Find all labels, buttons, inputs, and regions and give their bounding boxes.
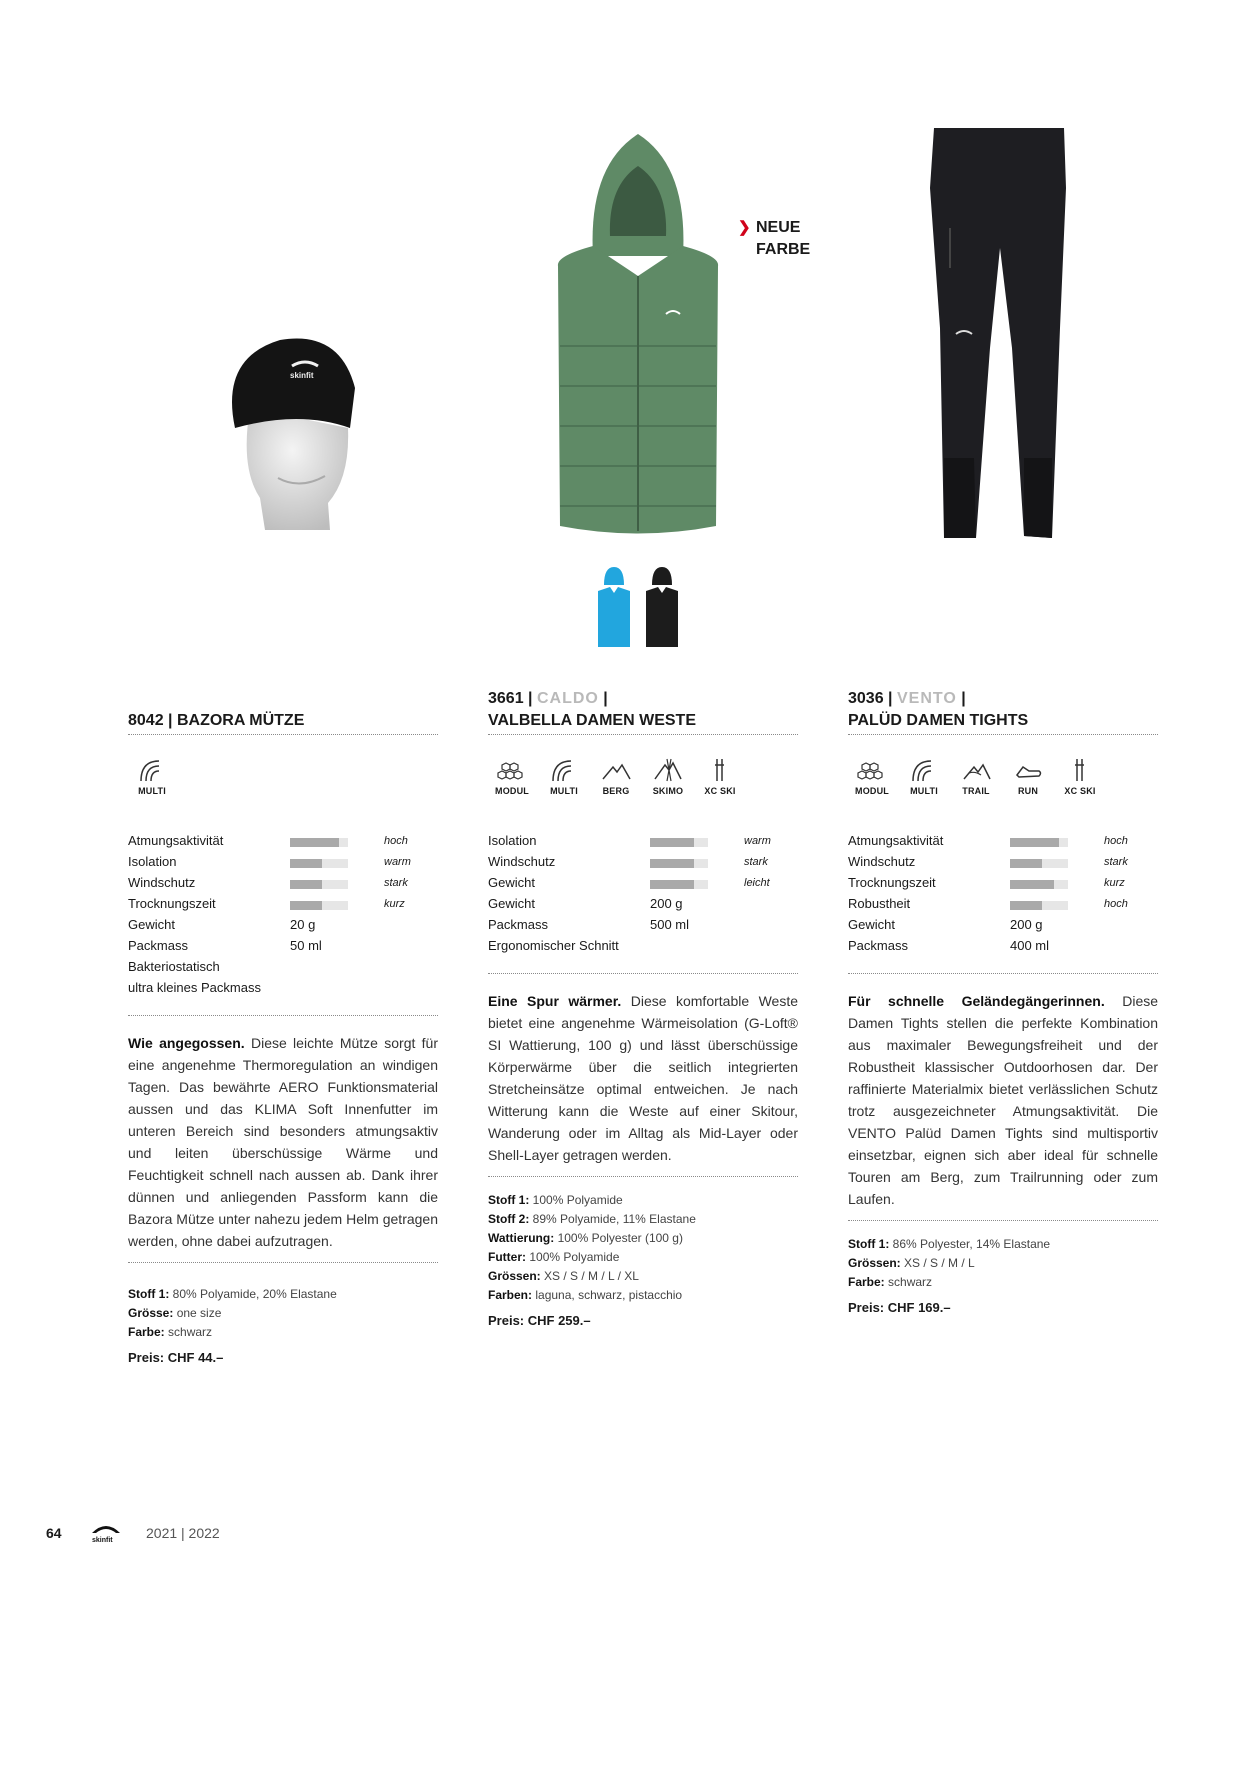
spec-label: Robustheit [848,896,911,911]
product-column-valbella [488,688,798,1328]
spec-level-bar [650,859,708,868]
spec-row [128,833,438,854]
spec-level-bar [290,838,348,847]
fact-value: laguna, schwarz, pistacchio [535,1288,683,1302]
spec-level-text: leicht [744,877,770,889]
spec-value: 50 ml [290,938,322,953]
spec-level-fill [650,838,694,847]
description-body: Diese Damen Tights stellen die perfekte Kombination aus maximaler Bewegungsfreiheit und der Robustheit klassischer Outdoorhosen dar. Der raffinierte Materialmix bietet verlässlichen Schutz trotz ausgezeichneter Atmungsaktivität. Die VENTO Palüd Damen Tights sind multisportiv einsetzbar, eignen sich aber ideal für schnelle Touren am Berg, zum Trailrunning oder zum Laufen. [848,993,1159,1207]
product-price: Preis: CHF 259.– [488,1313,591,1328]
product-description [848,990,1158,1210]
spec-label: Isolation [488,833,537,848]
spec-row [128,980,438,1001]
divider [848,734,1158,735]
spec-level-text: kurz [1104,877,1125,889]
icon-label: MODUL [495,786,529,796]
icon-label: XC SKI [704,786,736,796]
spec-label: Gewicht [848,917,895,932]
spec-row [488,875,798,896]
spec-label: Windschutz [128,875,196,890]
fact-key: Stoff 1: [488,1193,530,1207]
spec-row [488,833,798,854]
fact-line [848,1235,1158,1254]
svg-text:skinfit: skinfit [290,371,314,380]
divider [128,734,438,735]
icon-label: XC SKI [1064,786,1096,796]
spec-level-fill [290,880,322,889]
season-label: 2021 | 2022 [146,1525,220,1541]
brand-line: CALDO [536,690,599,707]
fact-value: 80% Polyamide, 20% Elastane [172,1287,337,1301]
vest-blue-thumbnail[interactable] [596,565,632,649]
fact-value: schwarz [168,1325,213,1339]
spec-level-text: hoch [1104,898,1128,910]
spec-label: Gewicht [128,917,175,932]
spec-row [848,854,1158,875]
spec-table [488,833,798,959]
xc-ski-icon [696,757,744,796]
description-lead: Für schnelle Geländegängerinnen. [848,993,1105,1009]
activity-icons [128,757,438,813]
xc-ski-icon [1056,757,1104,796]
product-name: PALÜD DAMEN TIGHTS [848,712,1029,729]
spec-level-text: stark [744,856,768,868]
description-lead: Eine Spur wärmer. [488,993,622,1009]
page-number: 64 [46,1525,62,1541]
fact-value: 100% Polyamide [532,1193,623,1207]
fact-key: Stoff 2: [488,1212,530,1226]
description-lead: Wie angegossen. [128,1035,245,1051]
product-name: VALBELLA DAMEN WESTE [488,712,696,729]
product-column-palud [848,688,1158,1315]
spec-label: Gewicht [488,896,535,911]
product-title: 8042 | BAZORA MÜTZE [128,712,305,729]
divider [488,973,798,974]
product-number: 3661 [488,690,524,707]
spec-level-text: warm [744,835,771,847]
spec-level-bar [650,880,708,889]
run-icon [1004,757,1052,796]
spec-label: Gewicht [488,875,535,890]
spec-level-fill [1010,901,1042,910]
brand-line: VENTO [896,690,957,707]
spec-label: Trocknungszeit [848,875,936,890]
fact-value: XS / S / M / L / XL [544,1269,639,1283]
icon-label: MODUL [855,786,889,796]
spec-value: 400 ml [1010,938,1050,953]
spec-row [848,833,1158,854]
fact-key: Grösse: [128,1306,174,1320]
multi-icon [900,757,948,796]
spec-value: 500 ml [650,917,690,932]
spec-value: 200 g [1010,917,1043,932]
bazora-cap-image [210,318,360,530]
palud-tights-image [924,128,1074,543]
fact-value: schwarz [888,1275,933,1289]
product-title: 3661 | CALDO | VALBELLA DAMEN WESTE [488,688,798,734]
spec-row [848,917,1158,938]
fact-key: Farbe: [848,1275,885,1289]
skimo-icon [644,757,692,796]
fact-line [488,1210,798,1229]
divider [848,1220,1158,1221]
product-facts [848,1235,1158,1292]
spec-row [128,854,438,875]
spec-row [128,896,438,917]
modul-icon [848,757,896,796]
fact-key: Farben: [488,1288,533,1302]
spec-row [488,854,798,875]
icon-label: RUN [1017,786,1039,796]
spec-label: Ergonomischer Schnitt [488,938,619,953]
product-number: 8042 [128,712,164,729]
fact-line [128,1323,438,1342]
fact-key: Wattierung: [488,1231,555,1245]
spec-level-text: hoch [384,835,408,847]
spec-row [848,938,1158,959]
product-description [488,990,798,1166]
divider [488,734,798,735]
product-price: Preis: CHF 169.– [848,1300,951,1315]
spec-row [488,917,798,938]
fact-value: 100% Polyester (100 g) [557,1231,683,1245]
product-facts [488,1191,798,1305]
spec-row [128,875,438,896]
spec-level-text: hoch [1104,835,1128,847]
spec-row [128,917,438,938]
product-name: BAZORA MÜTZE [176,712,305,729]
description-body: Diese leichte Mütze sorgt für eine angenehme Thermoregulation an windigen Tagen. Das bewährte AERO Funktionsmaterial aussen und das KLIMA Soft Innenfutter im unteren Bereich sind besonders atmungsaktiv und leiten überschüssige Wärme und Feuchtigkeit schnell nach aussen ab. Dank ihrer dünnen und anliegenden Passform kann die Bazora Mütze unter nahezu jedem Helm getragen werden, ohne dabei aufzutragen. [128,1035,439,1249]
fact-line [488,1286,798,1305]
spec-level-fill [290,838,339,847]
valbella-vest-image [548,126,728,538]
fact-line [128,1304,438,1323]
fact-key: Farbe: [128,1325,165,1339]
spec-level-fill [290,859,322,868]
fact-line [488,1229,798,1248]
spec-level-bar [1010,859,1068,868]
spec-level-bar [290,880,348,889]
skinfit-logo [90,1521,122,1543]
chevron-right-icon: ❯ [738,219,751,236]
fact-key: Stoff 1: [848,1237,890,1251]
spec-table [128,833,438,1001]
spec-level-bar [290,901,348,910]
fact-value: 89% Polyamide, 11% Elastane [532,1212,696,1226]
spec-label: Isolation [128,854,177,869]
spec-row [848,896,1158,917]
spec-label: Atmungsaktivität [848,833,944,848]
spec-row [848,875,1158,896]
spec-label: Atmungsaktivität [128,833,224,848]
fact-value: 100% Polyamide [529,1250,620,1264]
trail-icon [952,757,1000,796]
spec-level-text: stark [384,877,408,889]
multi-icon: MULTI [128,757,176,796]
spec-level-bar [1010,838,1068,847]
fact-value: XS / S / M / L [904,1256,975,1270]
activity-icons [488,757,798,813]
spec-label: Windschutz [848,854,916,869]
spec-level-bar [1010,880,1068,889]
fact-line [128,1285,438,1304]
spec-level-text: warm [384,856,411,868]
product-facts [128,1285,438,1342]
fact-line [848,1273,1158,1292]
divider [128,1015,438,1016]
spec-row [488,938,798,959]
icon-label: MULTI [910,786,938,796]
berg-icon [592,757,640,796]
icon-label: MULTI [550,786,578,796]
spec-row [128,959,438,980]
spec-label: ultra kleines Packmass [128,980,261,995]
spec-row [488,896,798,917]
divider [488,1176,798,1177]
spec-label: Packmass [848,938,908,953]
spec-label: Packmass [488,917,548,932]
product-description [128,1032,438,1252]
spec-label: Windschutz [488,854,556,869]
spec-level-text: kurz [384,898,405,910]
icon-label: TRAIL [962,786,990,796]
vest-black-thumbnail[interactable] [644,565,680,649]
fact-key: Stoff 1: [128,1287,170,1301]
multi-icon [540,757,588,796]
spec-level-bar [1010,901,1068,910]
badge-line2: FARBE [756,241,811,258]
fact-value: one size [176,1306,222,1320]
spec-label: Trocknungszeit [128,896,216,911]
spec-level-fill [1010,859,1042,868]
spec-level-fill [650,880,694,889]
product-price: Preis: CHF 44.– [128,1350,224,1365]
svg-text:skinfit: skinfit [92,1537,113,1543]
spec-level-fill [1010,880,1054,889]
activity-icons [848,757,1158,813]
spec-value: 20 g [290,917,316,932]
product-number: 3036 [848,690,884,707]
fact-line [488,1191,798,1210]
modul-icon [488,757,536,796]
product-column-bazora [128,688,438,1365]
spec-value: 200 g [650,896,683,911]
fact-key: Grössen: [848,1256,901,1270]
fact-value: 86% Polyester, 14% Elastane [892,1237,1051,1251]
spec-level-bar [650,838,708,847]
spec-table [848,833,1158,959]
fact-line [848,1254,1158,1273]
spec-level-fill [650,859,694,868]
spec-level-fill [290,901,322,910]
description-body: Diese komfortable Weste bietet eine angenehme Wärmeisolation (G-Loft® SI Wattierung, 100 g) und lässt überschüssige Körperwärme über die seitlich integrierten Stretcheinsätze optimal entweichen. Je nach Witterung kann die Weste auf einer Skitour, Wanderung oder im Alltag als Mid-Layer oder Shell-Layer getragen werden. [488,993,798,1163]
spec-level-fill [1010,838,1059,847]
icon-label: SKIMO [652,786,684,796]
spec-level-text: stark [1104,856,1128,868]
icon-label: BERG [602,786,630,796]
fact-key: Futter: [488,1250,526,1264]
product-title: 3036 | VENTO | PALÜD DAMEN TIGHTS [848,688,1158,734]
fact-key: Grössen: [488,1269,541,1283]
fact-line [488,1267,798,1286]
fact-line [488,1248,798,1267]
spec-row [128,938,438,959]
divider [848,973,1158,974]
spec-level-bar [290,859,348,868]
badge-line1: NEUE [756,219,801,236]
divider [128,1262,438,1263]
spec-label: Packmass [128,938,188,953]
spec-label: Bakteriostatisch [128,959,220,974]
